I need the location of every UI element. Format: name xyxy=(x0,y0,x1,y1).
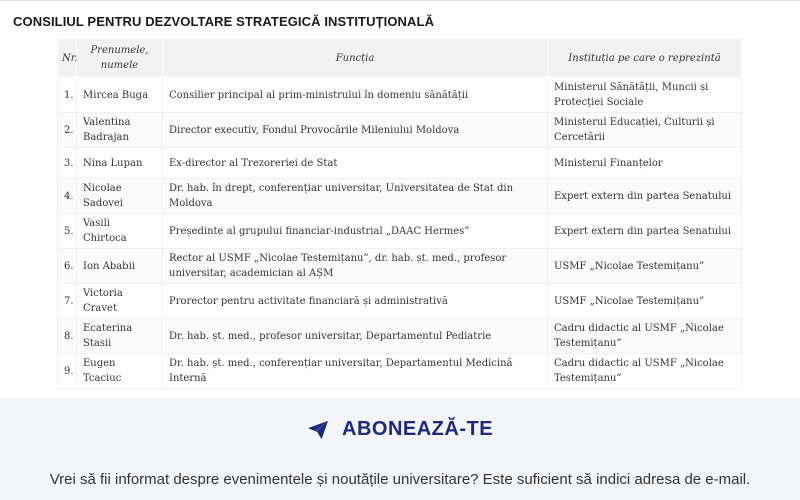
cell-function: Dr. hab. în drept, conferențiar universitar, Universitatea de Stat din Moldova xyxy=(163,179,548,214)
table-row xyxy=(58,113,742,148)
cell-function: Președinte al grupului financiar-industrial „DAAC Hermes” xyxy=(163,214,548,249)
cell-nr: 3. xyxy=(58,148,77,179)
cell-nr: 8. xyxy=(58,319,77,354)
table-header-row xyxy=(58,39,742,78)
cell-name: Nicolae Sadovei xyxy=(77,179,163,214)
cell-name: Vasili Chirtoca xyxy=(77,214,163,249)
table-row xyxy=(58,214,742,249)
cell-name: Victoria Cravet xyxy=(77,284,163,319)
cell-nr: 7. xyxy=(58,284,77,319)
section-title: CONSILIUL PENTRU DEZVOLTARE STRATEGICĂ INSTITUȚIONALĂ xyxy=(13,14,435,29)
cell-name: Ion Ababii xyxy=(77,249,163,284)
cell-function: Director executiv, Fondul Provocările Mileniului Moldova xyxy=(163,113,548,148)
cell-nr: 5. xyxy=(58,214,77,249)
cell-function: Ex-director al Trezoreriei de Stat xyxy=(163,148,548,179)
cell-name: Ecaterina Stasii xyxy=(77,319,163,354)
cell-institution: Cadru didactic al USMF „Nicolae Testemițanu” xyxy=(548,354,742,389)
cell-name: Eugen Tcaciuc xyxy=(77,354,163,389)
table-row xyxy=(58,284,742,319)
cell-nr: 9. xyxy=(58,354,77,389)
divider xyxy=(0,0,800,1)
table-row xyxy=(58,78,742,113)
cell-institution: Ministerul Finanțelor xyxy=(548,148,742,179)
subscribe-heading xyxy=(0,418,800,441)
cell-function: Dr. hab. șt. med., conferențiar universitar, Departamentul Medicină Internă xyxy=(163,354,548,389)
subscribe-text: Vrei să fii informat despre evenimentele și noutățile universitare? Este suficient să indici adresa de e-mail. xyxy=(49,471,751,488)
cell-name: Valentina Badrajan xyxy=(77,113,163,148)
cell-name: Mircea Buga xyxy=(77,78,163,113)
table-row xyxy=(58,148,742,179)
table-row xyxy=(58,319,742,354)
cell-institution: USMF „Nicolae Testemițanu” xyxy=(548,249,742,284)
header-function: Funcția xyxy=(163,39,548,78)
subscribe-title: ABONEAZĂ-TE xyxy=(342,418,494,440)
cell-institution: Ministerul Educației, Culturii și Cercetării xyxy=(548,113,742,148)
paper-plane-icon xyxy=(307,420,329,440)
council-table xyxy=(57,38,742,389)
subscribe-section xyxy=(0,398,800,500)
table-row xyxy=(58,179,742,214)
cell-function: Dr. hab. șt. med., profesor universitar, Departamentul Pediatrie xyxy=(163,319,548,354)
header-name: Prenumele, numele xyxy=(77,39,163,78)
cell-function: Prorector pentru activitate financiară și administrativă xyxy=(163,284,548,319)
cell-nr: 4. xyxy=(58,179,77,214)
cell-institution: Expert extern din partea Senatului xyxy=(548,214,742,249)
cell-nr: 2. xyxy=(58,113,77,148)
table-row xyxy=(58,249,742,284)
cell-institution: USMF „Nicolae Testemițanu” xyxy=(548,284,742,319)
cell-nr: 6. xyxy=(58,249,77,284)
header-nr: Nr. xyxy=(58,39,77,78)
cell-institution: Cadru didactic al USMF „Nicolae Testemițanu” xyxy=(548,319,742,354)
cell-institution: Expert extern din partea Senatului xyxy=(548,179,742,214)
cell-function: Rector al USMF „Nicolae Testemițanu”, dr. hab. șt. med., profesor universitar, academician al AȘM xyxy=(163,249,548,284)
table-body xyxy=(58,78,742,389)
header-institution: Instituția pe care o reprezintă xyxy=(548,39,742,78)
cell-function: Consilier principal al prim-ministrului în domeniu sănătății xyxy=(163,78,548,113)
table-row xyxy=(58,354,742,389)
cell-institution: Ministerul Sănătății, Muncii și Protecției Sociale xyxy=(548,78,742,113)
cell-name: Nina Lupan xyxy=(77,148,163,179)
cell-nr: 1. xyxy=(58,78,77,113)
